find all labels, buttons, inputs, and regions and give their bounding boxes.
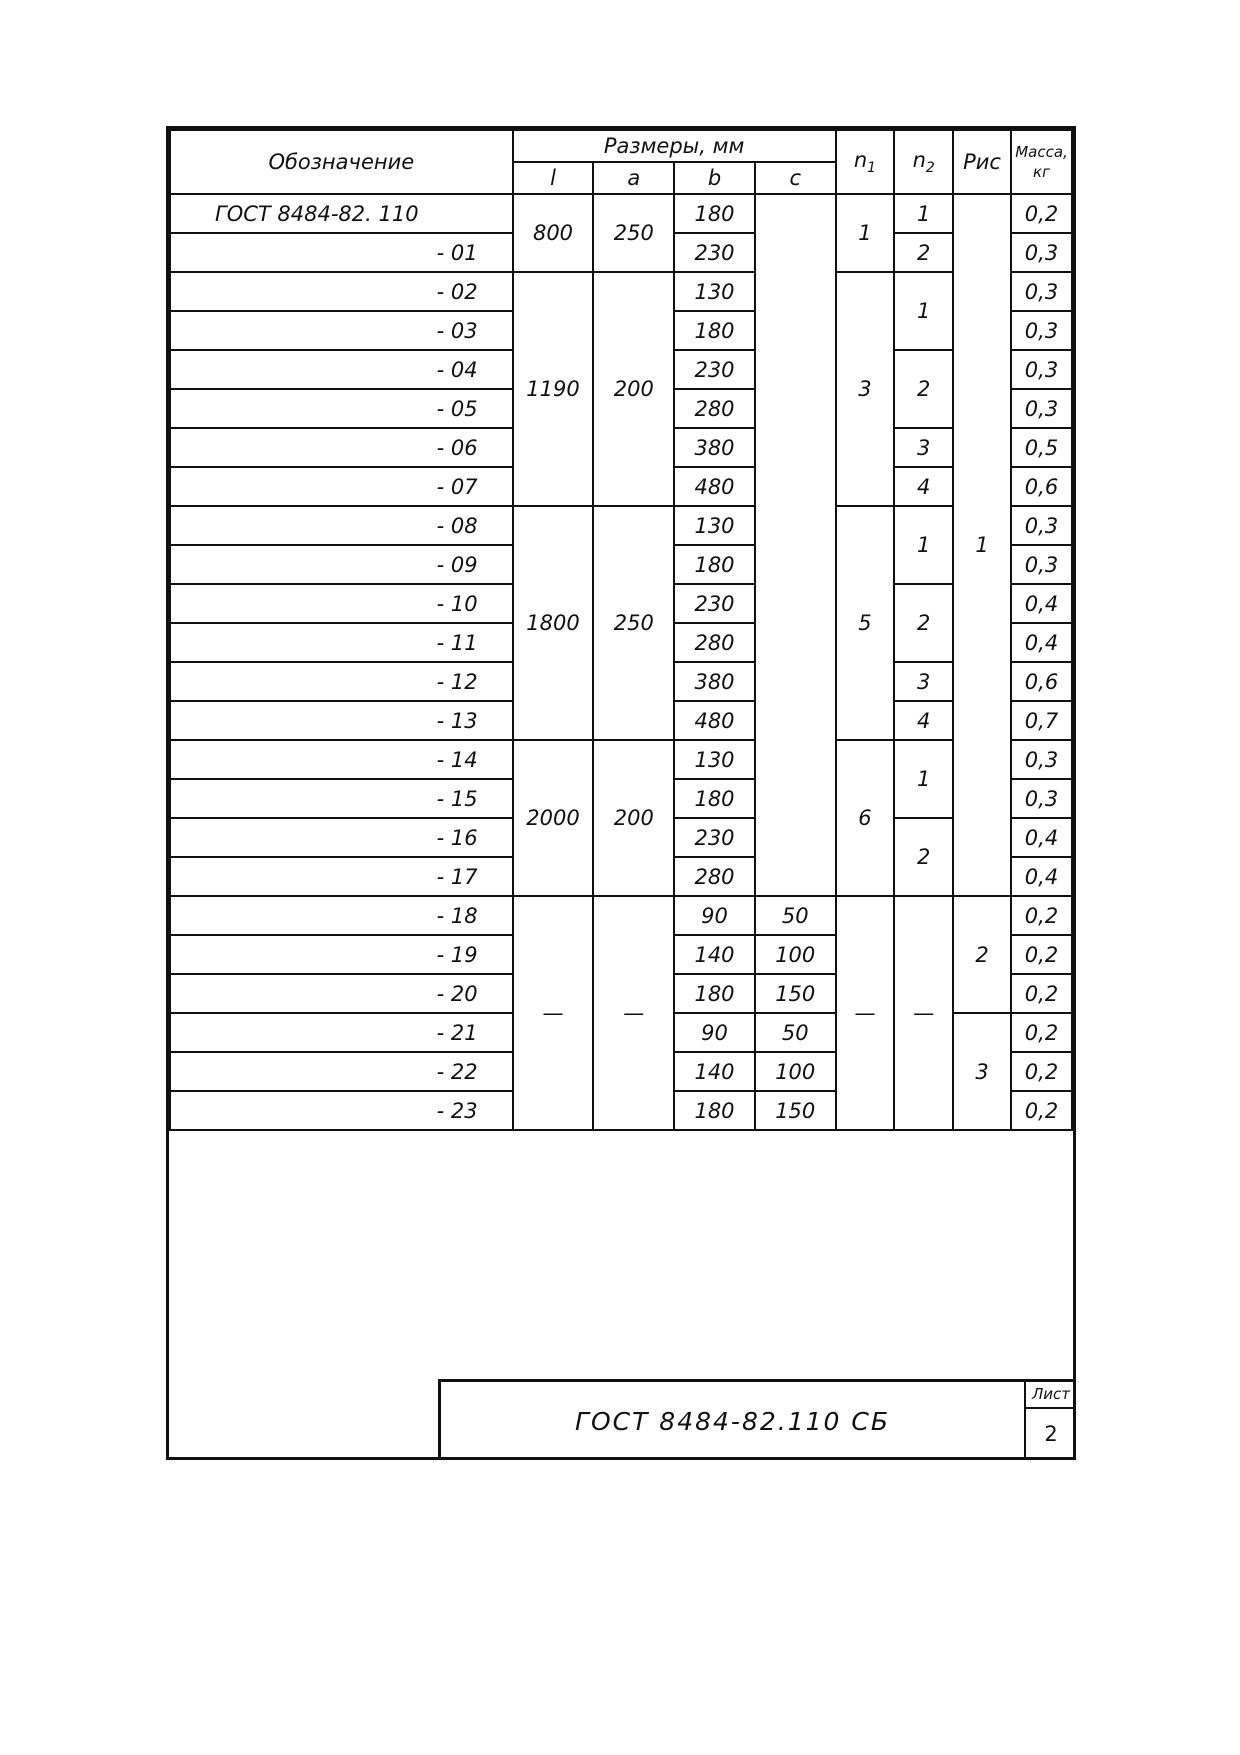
designation-cell: - 07 [170,467,513,506]
mass-cell: 0,3 [1011,506,1072,545]
b-cell: 280 [674,389,755,428]
sheet-label: Лист [1026,1382,1076,1409]
header-mass-line1: Масса, [1015,143,1068,161]
designation-cell: - 23 [170,1091,513,1130]
n2-cell: 1 [894,272,953,350]
c-cell: 150 [755,1091,836,1130]
mass-cell: 0,6 [1011,662,1072,701]
designation-cell: - 01 [170,233,513,272]
mass-cell: 0,2 [1011,1052,1072,1091]
header-n2-letter: n [912,147,926,172]
mass-cell: 0,4 [1011,623,1072,662]
designation-cell: - 04 [170,350,513,389]
table-row [170,506,1072,545]
mass-cell: 0,7 [1011,701,1072,740]
mass-cell: 0,3 [1011,389,1072,428]
mass-cell: 0,3 [1011,233,1072,272]
document-code: ГОСТ 8484-82.110 СБ [575,1406,890,1436]
header-mass-line2: кг [1033,163,1050,181]
fig-cell: 2 [953,896,1011,1013]
fig-cell: 3 [953,1013,1011,1130]
header-l: l [513,162,594,194]
mass-cell: 0,2 [1011,974,1072,1013]
header-sizes: Размеры, мм [513,130,836,162]
header-designation: Обозначение [170,130,513,194]
b-cell: 480 [674,467,755,506]
n2-cell: 4 [894,467,953,506]
a-cell: 250 [593,194,674,272]
b-cell: 180 [674,311,755,350]
b-cell: 480 [674,701,755,740]
b-cell: 130 [674,506,755,545]
b-cell: 180 [674,1091,755,1130]
designation-cell: - 03 [170,311,513,350]
n1-cell: — [836,896,895,1130]
l-cell: 1800 [513,506,594,740]
designation-cell: ГОСТ 8484-82. 110 [170,194,513,233]
n2-cell: 1 [894,740,953,818]
mass-cell: 0,3 [1011,779,1072,818]
c-cell: 100 [755,1052,836,1091]
designation-cell: - 15 [170,779,513,818]
designation-cell: - 19 [170,935,513,974]
designation-cell: - 05 [170,389,513,428]
b-cell: 230 [674,818,755,857]
n2-cell: 1 [894,506,953,584]
a-cell: 250 [593,506,674,740]
b-cell: 280 [674,857,755,896]
n1-cell: 1 [836,194,895,272]
table-row [170,272,1072,311]
l-cell: 2000 [513,740,594,896]
specification-table [169,129,1073,1131]
designation-cell: - 14 [170,740,513,779]
sheet-number: 2 [1044,1422,1058,1446]
c-cell: 50 [755,896,836,935]
header-b: b [674,162,755,194]
table-row [170,896,1072,935]
mass-cell: 0,3 [1011,350,1072,389]
designation-cell: - 08 [170,506,513,545]
b-cell: 130 [674,740,755,779]
designation-cell: - 17 [170,857,513,896]
drawing-sheet [166,126,1076,1460]
n2-cell: 2 [894,350,953,428]
mass-cell: 0,2 [1011,1091,1072,1130]
l-cell: — [513,896,594,1130]
n1-cell: 5 [836,506,895,740]
designation-cell: - 09 [170,545,513,584]
designation-cell: - 22 [170,1052,513,1091]
n1-cell: 3 [836,272,895,506]
header-n2 [894,130,953,194]
header-n1-sub: 1 [867,160,877,177]
mass-cell: 0,2 [1011,1013,1072,1052]
c-cell [755,194,836,896]
designation-cell: - 06 [170,428,513,467]
mass-cell: 0,3 [1011,311,1072,350]
header-mass [1011,130,1072,194]
mass-cell: 0,2 [1011,935,1072,974]
b-cell: 180 [674,545,755,584]
mass-cell: 0,3 [1011,740,1072,779]
sheet-box [1024,1382,1076,1460]
mass-cell: 0,3 [1011,272,1072,311]
designation-cell: - 02 [170,272,513,311]
b-cell: 180 [674,194,755,233]
header-n2-sub: 2 [925,160,935,177]
n2-cell: — [894,896,953,1130]
table-row [170,740,1072,779]
l-cell: 1190 [513,272,594,506]
b-cell: 90 [674,896,755,935]
designation-cell: - 20 [170,974,513,1013]
mass-cell: 0,2 [1011,896,1072,935]
table-row [170,194,1072,233]
n2-cell: 2 [894,584,953,662]
b-cell: 230 [674,233,755,272]
b-cell: 380 [674,428,755,467]
designation-cell: - 16 [170,818,513,857]
designation-cell: - 21 [170,1013,513,1052]
fig-cell: 1 [953,194,1011,896]
n2-cell: 3 [894,428,953,467]
header-fig: Рис [953,130,1011,194]
b-cell: 230 [674,350,755,389]
designation-cell: - 18 [170,896,513,935]
designation-cell: - 12 [170,662,513,701]
b-cell: 90 [674,1013,755,1052]
title-block [438,1379,1076,1460]
c-cell: 150 [755,974,836,1013]
designation-cell: - 13 [170,701,513,740]
header-n1-letter: n [853,147,868,172]
designation-cell: - 10 [170,584,513,623]
mass-cell: 0,4 [1011,857,1072,896]
mass-cell: 0,6 [1011,467,1072,506]
mass-cell: 0,3 [1011,545,1072,584]
b-cell: 180 [674,779,755,818]
c-cell: 50 [755,1013,836,1052]
n2-cell: 3 [894,662,953,701]
mass-cell: 0,4 [1011,818,1072,857]
n2-cell: 2 [894,233,953,272]
mass-cell: 0,5 [1011,428,1072,467]
b-cell: 180 [674,974,755,1013]
a-cell: — [593,896,674,1130]
b-cell: 140 [674,935,755,974]
c-cell: 100 [755,935,836,974]
n1-cell: 6 [836,740,895,896]
b-cell: 280 [674,623,755,662]
header-a: a [593,162,674,194]
l-cell: 800 [513,194,594,272]
a-cell: 200 [593,272,674,506]
b-cell: 130 [674,272,755,311]
a-cell: 200 [593,740,674,896]
header-c: c [755,162,836,194]
n2-cell: 2 [894,818,953,896]
n2-cell: 4 [894,701,953,740]
designation-cell: - 11 [170,623,513,662]
b-cell: 230 [674,584,755,623]
n2-cell: 1 [894,194,953,233]
b-cell: 380 [674,662,755,701]
mass-cell: 0,2 [1011,194,1072,233]
mass-cell: 0,4 [1011,584,1072,623]
header-n1 [836,130,895,194]
b-cell: 140 [674,1052,755,1091]
